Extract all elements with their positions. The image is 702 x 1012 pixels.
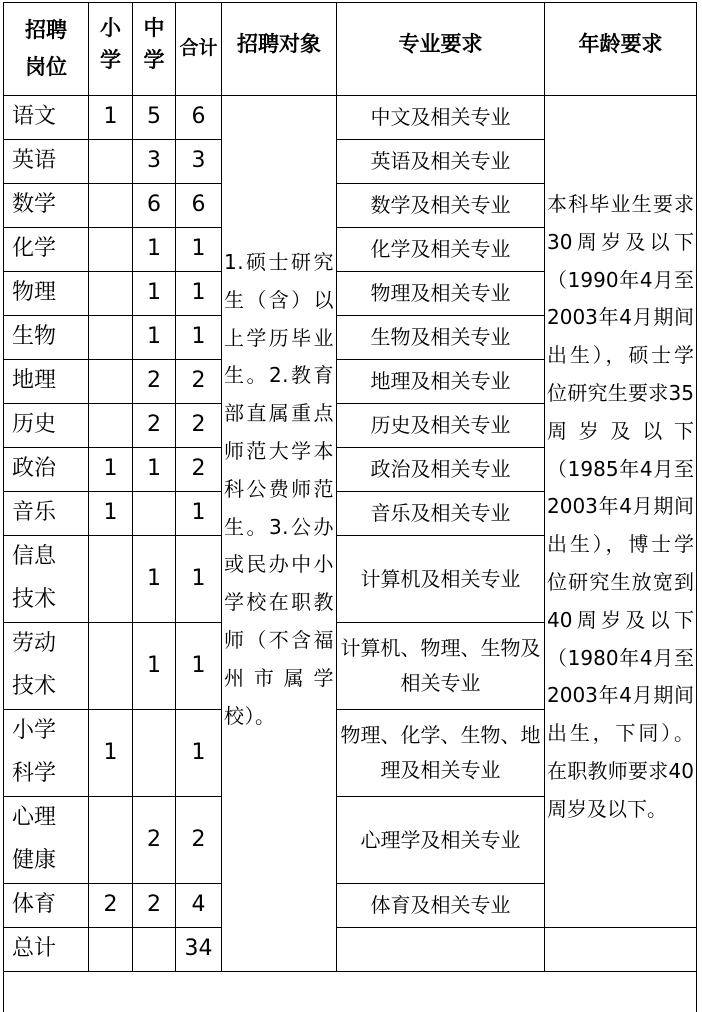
major-requirement-cell: 历史及相关专业 [337,404,545,448]
middle-count-cell: 2 [133,884,176,928]
primary-count-cell [89,536,133,623]
primary-count-cell [89,272,133,316]
post-cell: 音乐 [4,492,89,536]
middle-count-cell: 1 [133,316,176,360]
post-cell: 语文 [4,96,89,140]
major-requirement-cell: 化学及相关专业 [337,228,545,272]
major-requirement-cell: 体育及相关专业 [337,884,545,928]
header-post: 招聘 岗位 [4,3,89,96]
total-count-cell: 1 [176,316,222,360]
total-count-cell: 2 [176,448,222,492]
post-cell: 体育 [4,884,89,928]
post-cell: 小学 科学 [4,710,89,797]
post-cell: 生物 [4,316,89,360]
table-row [4,96,697,140]
post-cell: 政治 [4,448,89,492]
header-age: 年龄要求 [545,3,697,96]
header-primary: 小 学 [89,3,133,96]
major-requirement-cell: 政治及相关专业 [337,448,545,492]
header-total: 合计 [176,3,222,96]
post-cell: 地理 [4,360,89,404]
total-count-cell: 1 [176,228,222,272]
summary-major-cell [337,928,545,972]
primary-count-cell [89,404,133,448]
middle-count-cell: 1 [133,272,176,316]
trailing-cell [4,971,697,1012]
middle-count-cell [133,492,176,536]
major-requirement-cell: 心理学及相关专业 [337,797,545,884]
post-cell: 信息 技术 [4,536,89,623]
primary-count-cell [89,140,133,184]
total-count-cell: 6 [176,96,222,140]
middle-count-cell: 2 [133,404,176,448]
post-cell: 劳动 技术 [4,623,89,710]
major-requirement-cell: 生物及相关专业 [337,316,545,360]
middle-count-cell: 1 [133,448,176,492]
primary-count-cell [89,184,133,228]
major-requirement-cell: 英语及相关专业 [337,140,545,184]
header-major: 专业要求 [337,3,545,96]
post-cell: 历史 [4,404,89,448]
major-requirement-cell: 计算机、物理、生物及 相关专业 [337,623,545,710]
primary-count-cell [89,623,133,710]
middle-count-cell: 1 [133,623,176,710]
middle-count-cell: 2 [133,360,176,404]
summary-age-cell [545,928,697,972]
post-cell: 数学 [4,184,89,228]
primary-count-cell: 2 [89,884,133,928]
primary-count-cell [89,228,133,272]
major-requirement-cell: 计算机及相关专业 [337,536,545,623]
recruitment-table [3,2,697,1012]
primary-count-cell: 1 [89,96,133,140]
total-count-cell: 1 [176,623,222,710]
post-cell: 英语 [4,140,89,184]
middle-count-cell: 6 [133,184,176,228]
middle-count-cell: 2 [133,797,176,884]
total-count-cell: 3 [176,140,222,184]
total-count-cell: 2 [176,360,222,404]
post-cell: 物理 [4,272,89,316]
summary-middle-cell [133,928,176,972]
header-target: 招聘对象 [222,3,337,96]
middle-count-cell: 1 [133,536,176,623]
total-count-cell: 4 [176,884,222,928]
total-count-cell: 2 [176,797,222,884]
total-count-cell: 2 [176,404,222,448]
primary-count-cell: 1 [89,710,133,797]
total-count-cell: 1 [176,272,222,316]
major-requirement-cell: 音乐及相关专业 [337,492,545,536]
middle-count-cell: 1 [133,228,176,272]
target-requirements-cell: 1.硕士研究生（含）以上学历毕业生。2.教育部直属重点师范大学本科公费师范生。3.公办或民办中小学校在职教师（不含福州市属学校）。 [222,96,337,972]
summary-primary-cell [89,928,133,972]
trailing-row [4,971,697,1012]
summary-row [4,928,697,972]
summary-total-cell: 34 [176,928,222,972]
total-count-cell: 1 [176,492,222,536]
primary-count-cell [89,797,133,884]
primary-count-cell: 1 [89,448,133,492]
major-requirement-cell: 物理、化学、生物、地 理及相关专业 [337,710,545,797]
middle-count-cell: 5 [133,96,176,140]
total-count-cell: 1 [176,536,222,623]
age-requirements-cell: 本科毕业生要求30周岁及以下（1990年4月至2003年4月期间出生），硕士学位研究生要求35周岁及以下（1985年4月至2003年4月期间出生），博士学位研究生放宽到40周岁及以下（1980年4月至2003年4月期间出生，下同）。在职教师要求40周岁及以下。 [545,96,697,928]
total-count-cell: 1 [176,710,222,797]
summary-label-cell: 总计 [4,928,89,972]
post-cell: 化学 [4,228,89,272]
primary-count-cell [89,360,133,404]
major-requirement-cell: 中文及相关专业 [337,96,545,140]
middle-count-cell: 3 [133,140,176,184]
table-body [4,96,697,1012]
total-count-cell: 6 [176,184,222,228]
major-requirement-cell: 地理及相关专业 [337,360,545,404]
primary-count-cell [89,316,133,360]
primary-count-cell: 1 [89,492,133,536]
post-cell: 心理 健康 [4,797,89,884]
header-middle: 中 学 [133,3,176,96]
major-requirement-cell: 数学及相关专业 [337,184,545,228]
middle-count-cell [133,710,176,797]
major-requirement-cell: 物理及相关专业 [337,272,545,316]
